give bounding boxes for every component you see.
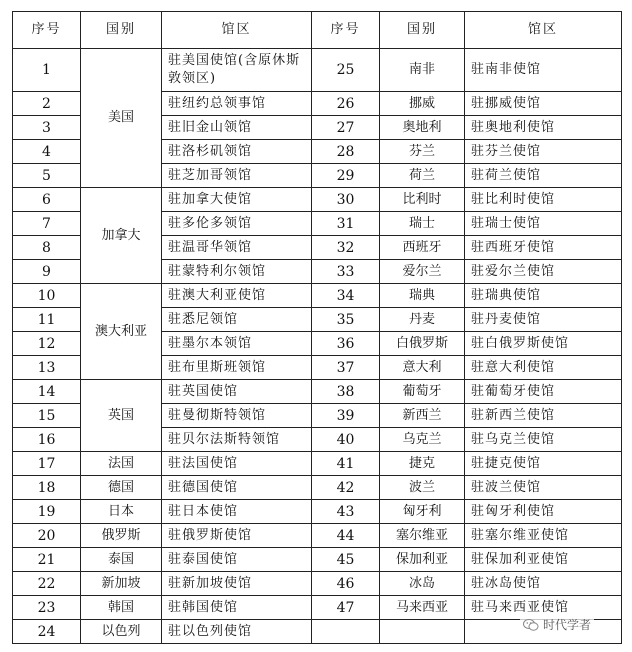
hall-cell: 驻匈牙利使馆 — [465, 500, 622, 524]
row-number: 1 — [13, 49, 81, 92]
row-number: 22 — [13, 572, 81, 596]
row-number: 43 — [312, 500, 380, 524]
country-cell: 捷克 — [380, 452, 465, 476]
hall-cell: 驻捷克使馆 — [465, 452, 622, 476]
row-number: 38 — [312, 380, 380, 404]
country-cell: 南非 — [380, 49, 465, 92]
country-cell: 以色列 — [81, 620, 162, 644]
country-cell: 新西兰 — [380, 404, 465, 428]
table-row — [13, 524, 622, 548]
hall-cell: 驻白俄罗斯使馆 — [465, 332, 622, 356]
table-row — [13, 548, 622, 572]
hall-cell: 驻冰岛使馆 — [465, 572, 622, 596]
row-number: 14 — [13, 380, 81, 404]
country-cell: 爱尔兰 — [380, 260, 465, 284]
row-number: 30 — [312, 188, 380, 212]
country-cell: 美国 — [81, 49, 162, 188]
country-cell: 冰岛 — [380, 572, 465, 596]
row-number: 15 — [13, 404, 81, 428]
header-no-right: 序号 — [312, 12, 380, 49]
country-cell: 波兰 — [380, 476, 465, 500]
hall-cell: 驻旧金山领馆 — [162, 116, 312, 140]
row-number: 31 — [312, 212, 380, 236]
watermark-text: 时代学者 — [543, 618, 592, 632]
row-number: 8 — [13, 236, 81, 260]
row-number: 17 — [13, 452, 81, 476]
row-number: 20 — [13, 524, 81, 548]
embassy-table-body — [13, 12, 622, 644]
hall-cell: 驻俄罗斯使馆 — [162, 524, 312, 548]
hall-cell: 驻法国使馆 — [162, 452, 312, 476]
row-number: 10 — [13, 284, 81, 308]
country-cell: 泰国 — [81, 548, 162, 572]
row-number: 13 — [13, 356, 81, 380]
row-number: 32 — [312, 236, 380, 260]
row-number: 23 — [13, 596, 81, 620]
row-number: 27 — [312, 116, 380, 140]
row-number: 2 — [13, 92, 81, 116]
country-cell: 日本 — [81, 500, 162, 524]
country-cell: 保加利亚 — [380, 548, 465, 572]
country-cell: 丹麦 — [380, 308, 465, 332]
row-number: 5 — [13, 164, 81, 188]
hall-cell: 驻加拿大使馆 — [162, 188, 312, 212]
hall-cell: 驻英国使馆 — [162, 380, 312, 404]
hall-cell: 驻保加利亚使馆 — [465, 548, 622, 572]
hall-cell: 驻瑞典使馆 — [465, 284, 622, 308]
hall-cell: 驻德国使馆 — [162, 476, 312, 500]
country-cell: 挪威 — [380, 92, 465, 116]
row-number: 35 — [312, 308, 380, 332]
hall-cell: 驻芬兰使馆 — [465, 140, 622, 164]
hall-cell: 驻贝尔法斯特领馆 — [162, 428, 312, 452]
header-country-left: 国别 — [81, 12, 162, 49]
table-row — [13, 49, 622, 92]
hall-cell: 驻南非使馆 — [465, 49, 622, 92]
country-cell: 芬兰 — [380, 140, 465, 164]
hall-cell: 驻波兰使馆 — [465, 476, 622, 500]
country-cell: 匈牙利 — [380, 500, 465, 524]
hall-cell: 驻澳大利亚使馆 — [162, 284, 312, 308]
row-number: 39 — [312, 404, 380, 428]
country-cell: 英国 — [81, 380, 162, 452]
table-row — [13, 452, 622, 476]
hall-cell: 驻新西兰使馆 — [465, 404, 622, 428]
row-number: 34 — [312, 284, 380, 308]
hall-cell: 驻墨尔本领馆 — [162, 332, 312, 356]
country-cell: 西班牙 — [380, 236, 465, 260]
hall-cell: 驻丹麦使馆 — [465, 308, 622, 332]
country-cell: 俄罗斯 — [81, 524, 162, 548]
row-number: 29 — [312, 164, 380, 188]
row-number: 47 — [312, 596, 380, 620]
watermark — [520, 614, 594, 635]
country-cell: 澳大利亚 — [81, 284, 162, 380]
row-number: 46 — [312, 572, 380, 596]
hall-cell: 驻乌克兰使馆 — [465, 428, 622, 452]
table-row — [13, 572, 622, 596]
row-number — [312, 620, 380, 644]
hall-cell: 驻葡萄牙使馆 — [465, 380, 622, 404]
country-cell: 奥地利 — [380, 116, 465, 140]
header-hall-right: 馆区 — [465, 12, 622, 49]
country-cell: 乌克兰 — [380, 428, 465, 452]
country-cell: 塞尔维亚 — [380, 524, 465, 548]
table-row — [13, 500, 622, 524]
row-number: 16 — [13, 428, 81, 452]
row-number: 12 — [13, 332, 81, 356]
row-number: 11 — [13, 308, 81, 332]
country-cell: 韩国 — [81, 596, 162, 620]
hall-cell: 驻曼彻斯特领馆 — [162, 404, 312, 428]
hall-cell: 驻悉尼领馆 — [162, 308, 312, 332]
hall-cell: 驻洛杉矶领馆 — [162, 140, 312, 164]
row-number: 3 — [13, 116, 81, 140]
table-row — [13, 284, 622, 308]
wechat-icon — [523, 618, 539, 632]
table-row — [13, 188, 622, 212]
row-number: 6 — [13, 188, 81, 212]
row-number: 36 — [312, 332, 380, 356]
hall-cell: 驻美国使馆(含原休斯敦领区) — [162, 49, 312, 92]
hall-cell: 驻西班牙使馆 — [465, 236, 622, 260]
header-country-right: 国别 — [380, 12, 465, 49]
hall-cell: 驻韩国使馆 — [162, 596, 312, 620]
hall-cell: 驻新加坡使馆 — [162, 572, 312, 596]
row-number: 21 — [13, 548, 81, 572]
country-cell: 意大利 — [380, 356, 465, 380]
country-cell: 葡萄牙 — [380, 380, 465, 404]
country-cell: 法国 — [81, 452, 162, 476]
hall-cell: 驻瑞士使馆 — [465, 212, 622, 236]
country-cell: 新加坡 — [81, 572, 162, 596]
hall-cell: 驻挪威使馆 — [465, 92, 622, 116]
hall-cell: 驻以色列使馆 — [162, 620, 312, 644]
row-number: 4 — [13, 140, 81, 164]
row-number: 26 — [312, 92, 380, 116]
row-number: 41 — [312, 452, 380, 476]
hall-cell: 驻荷兰使馆 — [465, 164, 622, 188]
table-row — [13, 476, 622, 500]
country-cell: 马来西亚 — [380, 596, 465, 620]
hall-cell: 驻塞尔维亚使馆 — [465, 524, 622, 548]
row-number: 33 — [312, 260, 380, 284]
hall-cell: 驻纽约总领事馆 — [162, 92, 312, 116]
row-number: 42 — [312, 476, 380, 500]
hall-cell: 驻马来西亚使馆 — [465, 596, 622, 620]
hall-cell: 驻奥地利使馆 — [465, 116, 622, 140]
table-row — [13, 380, 622, 404]
hall-cell: 驻多伦多领馆 — [162, 212, 312, 236]
header-hall-left: 馆区 — [162, 12, 312, 49]
hall-cell: 驻泰国使馆 — [162, 548, 312, 572]
row-number: 44 — [312, 524, 380, 548]
row-number: 9 — [13, 260, 81, 284]
row-number: 18 — [13, 476, 81, 500]
country-cell: 瑞典 — [380, 284, 465, 308]
hall-cell: 驻爱尔兰使馆 — [465, 260, 622, 284]
row-number: 7 — [13, 212, 81, 236]
row-number: 19 — [13, 500, 81, 524]
hall-cell: 驻比利时使馆 — [465, 188, 622, 212]
row-number: 40 — [312, 428, 380, 452]
hall-cell: 驻芝加哥领馆 — [162, 164, 312, 188]
country-cell: 德国 — [81, 476, 162, 500]
country-cell — [380, 620, 465, 644]
header-row — [13, 12, 622, 49]
embassy-table — [12, 11, 622, 644]
country-cell: 比利时 — [380, 188, 465, 212]
hall-cell: 驻布里斯班领馆 — [162, 356, 312, 380]
country-cell: 白俄罗斯 — [380, 332, 465, 356]
country-cell: 荷兰 — [380, 164, 465, 188]
row-number: 28 — [312, 140, 380, 164]
country-cell: 加拿大 — [81, 188, 162, 284]
hall-cell: 驻温哥华领馆 — [162, 236, 312, 260]
row-number: 45 — [312, 548, 380, 572]
header-no-left: 序号 — [13, 12, 81, 49]
row-number: 25 — [312, 49, 380, 92]
hall-cell: 驻蒙特利尔领馆 — [162, 260, 312, 284]
hall-cell: 驻日本使馆 — [162, 500, 312, 524]
row-number: 24 — [13, 620, 81, 644]
row-number: 37 — [312, 356, 380, 380]
hall-cell: 驻意大利使馆 — [465, 356, 622, 380]
country-cell: 瑞士 — [380, 212, 465, 236]
